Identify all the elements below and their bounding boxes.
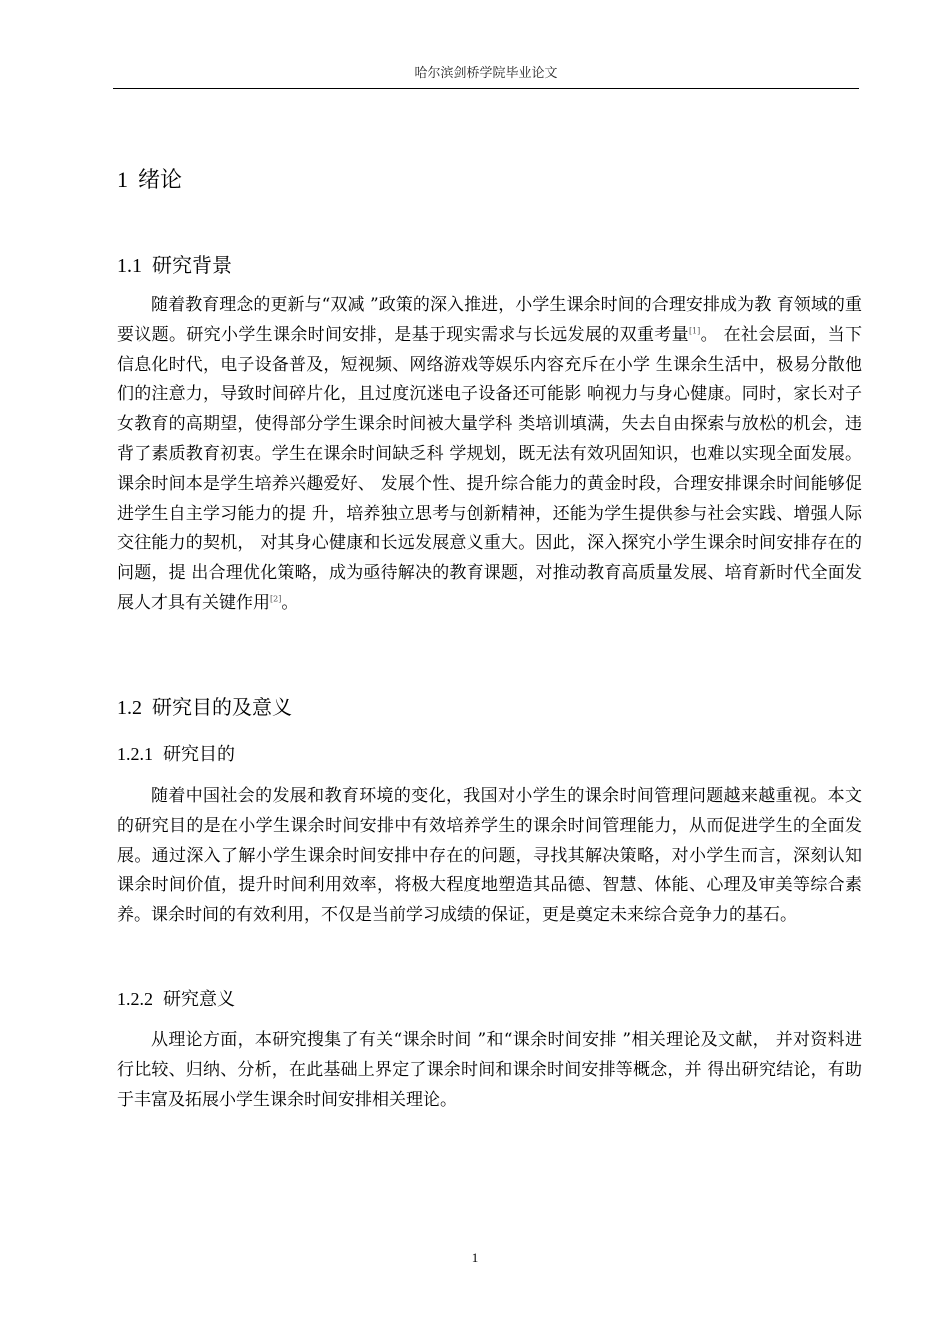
citation-2: [2] (270, 594, 282, 604)
page-header: 哈尔滨剑桥学院毕业论文 (414, 66, 558, 81)
purpose-paragraph: 随着中国社会的发展和教育环境的变化，我国对小学生的课余时间管理问题越来越重视。本文的研究目的是在小学生课余时间安排中有效培养学生的课余时间管理能力，从而促进学生的全面发展。通过深入了解小学生课余时间安排中存在的问题，寻找其解决策略，对小学生而言，深刻认知课余时间价值，提升时间利用效率，将极大程度地塑造其品德、智慧、体能、心理及审美等综合素养。课余时间的有效利用，不仅是当前学习成绩的保证，更是奠定未来综合竞争力的基石。 (117, 786, 862, 926)
chapter-number: 1 (117, 167, 128, 192)
section-number: 1.1 (117, 255, 142, 277)
subsection-title-text: 研究意义 (163, 989, 235, 1010)
background-text-part1: 随着教育理念的更新与“双减 ”政策的深入推进，小学生课余时间的合理安排成为教 育领域的重要议题。研究小学生课余时间安排，是基于现实需求与长远发展的双重考量 (117, 295, 862, 345)
section-heading-1-1 (117, 249, 232, 278)
section-title-text: 研究目的及意义 (152, 695, 292, 719)
section-title-text: 研究背景 (152, 253, 232, 277)
significance-paragraph: 从理论方面，本研究搜集了有关“课余时间 ”和“课余时间安排 ”相关理论及文献， 并对资料进行比较、归纳、分析，在此基础上界定了课余时间和课余时间安排等概念，并 得出研究结论，有助于丰富及拓展小学生课余时间安排相关理论。 (117, 1030, 862, 1110)
header-divider (113, 88, 859, 89)
background-text-part3: 。 (281, 592, 299, 613)
section-heading-1-2 (117, 691, 292, 720)
page-number: 1 (471, 1250, 479, 1265)
background-text-part2: 。 在社会层面，当下信息化时代，电子设备普及，短视频、网络游戏等娱乐内容充斥在小学 生课余生活中，极易分散他们的注意力，导致时间碎片化，且过度沉迷电子设备还可能影 响视力与身心健康。同时，家长对子女教育的高期望，使得部分学生课余时间被大量学科 类培训填满，失去自由探索与放松的机会，违背了素质教育初衷。学生在课余时间缺乏科 学规划，既无法有效巩固知识，也难以实现全面发展。课余时间本是学生培养兴趣爱好、 发展个性、提升综合能力的黄金时段，合理安排课余时间能够促进学生自主学习能力的提 升，培养独立思考与创新精神，还能为学生提供参与社会实践、增强人际交往能力的契机， 对其身心健康和长远发展意义重大。因此，深入探究小学生课余时间安排存在的问题，提 出合理优化策略，成为亟待解决的教育课题，对推动教育高质量发展、培育新时代全面发 展人才具有关键作用 (117, 324, 862, 613)
citation-1: [1] (688, 326, 701, 336)
chapter-title (117, 163, 182, 194)
section-number: 1.2 (117, 697, 142, 719)
subsection-number: 1.2.1 (117, 744, 153, 764)
background-paragraph (117, 291, 862, 619)
chapter-title-text: 绪论 (138, 168, 183, 193)
subsection-heading-1-2-1 (117, 740, 235, 766)
subsection-title-text: 研究目的 (163, 744, 235, 765)
subsection-heading-1-2-2 (117, 985, 235, 1011)
subsection-number: 1.2.2 (117, 989, 153, 1009)
